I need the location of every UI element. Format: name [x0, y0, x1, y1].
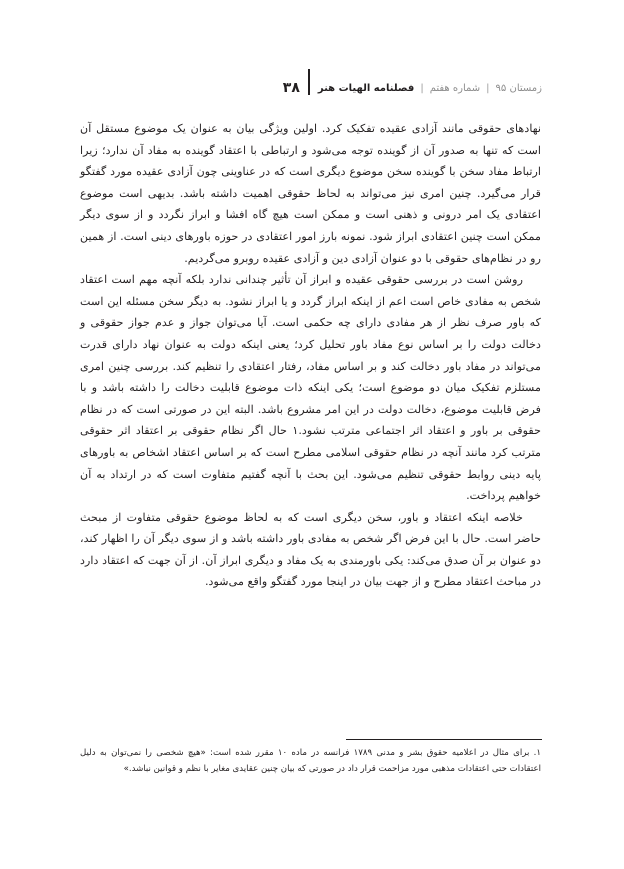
paragraph: خلاصه اینکه اعتقاد و باور، سخن دیگری است که به لحاظ موضوع حقوقی متفاوت از مبحث حاضر است. حال با این فرض اگر شخص به مفادی باور داشته باشد و از سوی دیگر آن را اظهار کند، دو عنوان بر آن صدق می‌کند: یکی باورمندی به یک مفاد و دیگری ابراز آن. از آن جهت که اعتقاد دارد در مباحث اعتقاد مطرح و از جهت بیان در اینجا مورد گفتگو واقع می‌شود. [80, 510, 541, 589]
header-separator: | [486, 82, 490, 94]
header-separator: | [420, 82, 424, 94]
paragraph: روشن است در بررسی حقوقی عقیده و ابراز آن تأثیر چندانی ندارد بلکه آنچه مهم است اعتقاد شخص به مفادی خاص است اعم از اینکه ابراز گردد و یا ابراز نشود. به دیگر سخن مسئله این است که باور صرف نظر از هر مفادی دارای چه حکمی است. آیا می‌توان جواز و عدم جواز حقوقی و دخالت دولت را بر اساس نوع مفاد باور تحلیل کرد؛ یعنی اینکه دولت به عنوان نهاد دارای قدرت می‌تواند در مفاد باور دخالت کند و بر اساس مفاد، رفتار اعتقادی را تنظیم کند. بررسی چنین امری مستلزم تفکیک میان دو موضوع است؛ یکی اینکه ذات موضوع قابلیت دخالت را داشته باشد و با فرض قابلیت موضوع، دخالت دولت در این امر مشروع باشد. البته این در صورتی است که در نظام حقوقی بر باور و اعتقاد اثر اجتماعی مترتب نشود.۱ حال اگر نظام حقوقی بر اعتقاد اثر حقوقی مترتب کرد مانند آنچه در نظام حقوقی اسلامی مطرح است که بر اساس اعتقاد اشخاص به باورهای پایه دینی روابط حقوقی تنظیم می‌شود. این بحث با آنچه گفتیم متفاوت است که در ارتداد به آن خواهیم پرداخت. [80, 273, 542, 503]
body-text [80, 118, 541, 593]
footnotes [80, 745, 541, 777]
footnote-divider [346, 739, 542, 740]
footnote: ۱. برای مثال در اعلامیه حقوق بشر و مدنی ۱۷۸۹ فرانسه در ماده ۱۰ مقرر شده است: «هیچ شخصی را نمی‌توان به دلیل اعتقادات حتی اعتقادات مذهبی مورد مزاحمت قرار داد در صورتی که بیان چنین عقایدی مغایر با نظم و قوانین نباشد.» [80, 748, 542, 774]
issue-season: زمستان ۹۵ [495, 82, 542, 94]
header-divider [308, 69, 310, 95]
running-header [283, 78, 542, 98]
journal-title: فصلنامه الهیات هنر [317, 82, 415, 94]
issue-number: شماره هفتم [429, 82, 481, 94]
page-number: ۳۸ [282, 80, 300, 96]
paragraph: نهادهای حقوقی مانند آزادی عقیده تفکیک کرد. اولین ویژگی بیان به عنوان یک موضوع مستقل آن است که تنها به صدور آن از گوینده توجه می‌شود و ارتباطی با اعتقاد گوینده به مفاد آن ندارد؛ زیرا ارتباط مفاد سخن با گوینده سخن موضوع دیگری است که در عناوینی چون آزادی عقیده مورد گفتگو قرار می‌گیرد. چنین امری نیز می‌تواند به لحاظ حقوقی اهمیت داشته باشد. بدیهی است موضوع اعتقادی یک امر درونی و ذهنی است و ممکن است هیچ گاه افشا و ابراز نگردد و از سوی دیگر ممکن است چنین اعتقادی ابراز شود. نمونه بارز امور اعتقادی در حوزه باورهای دینی است. از همین رو در نظام‌های حقوقی با دو عنوان آزادی دین و آزادی عقیده روبرو می‌گردیم. [80, 122, 541, 265]
